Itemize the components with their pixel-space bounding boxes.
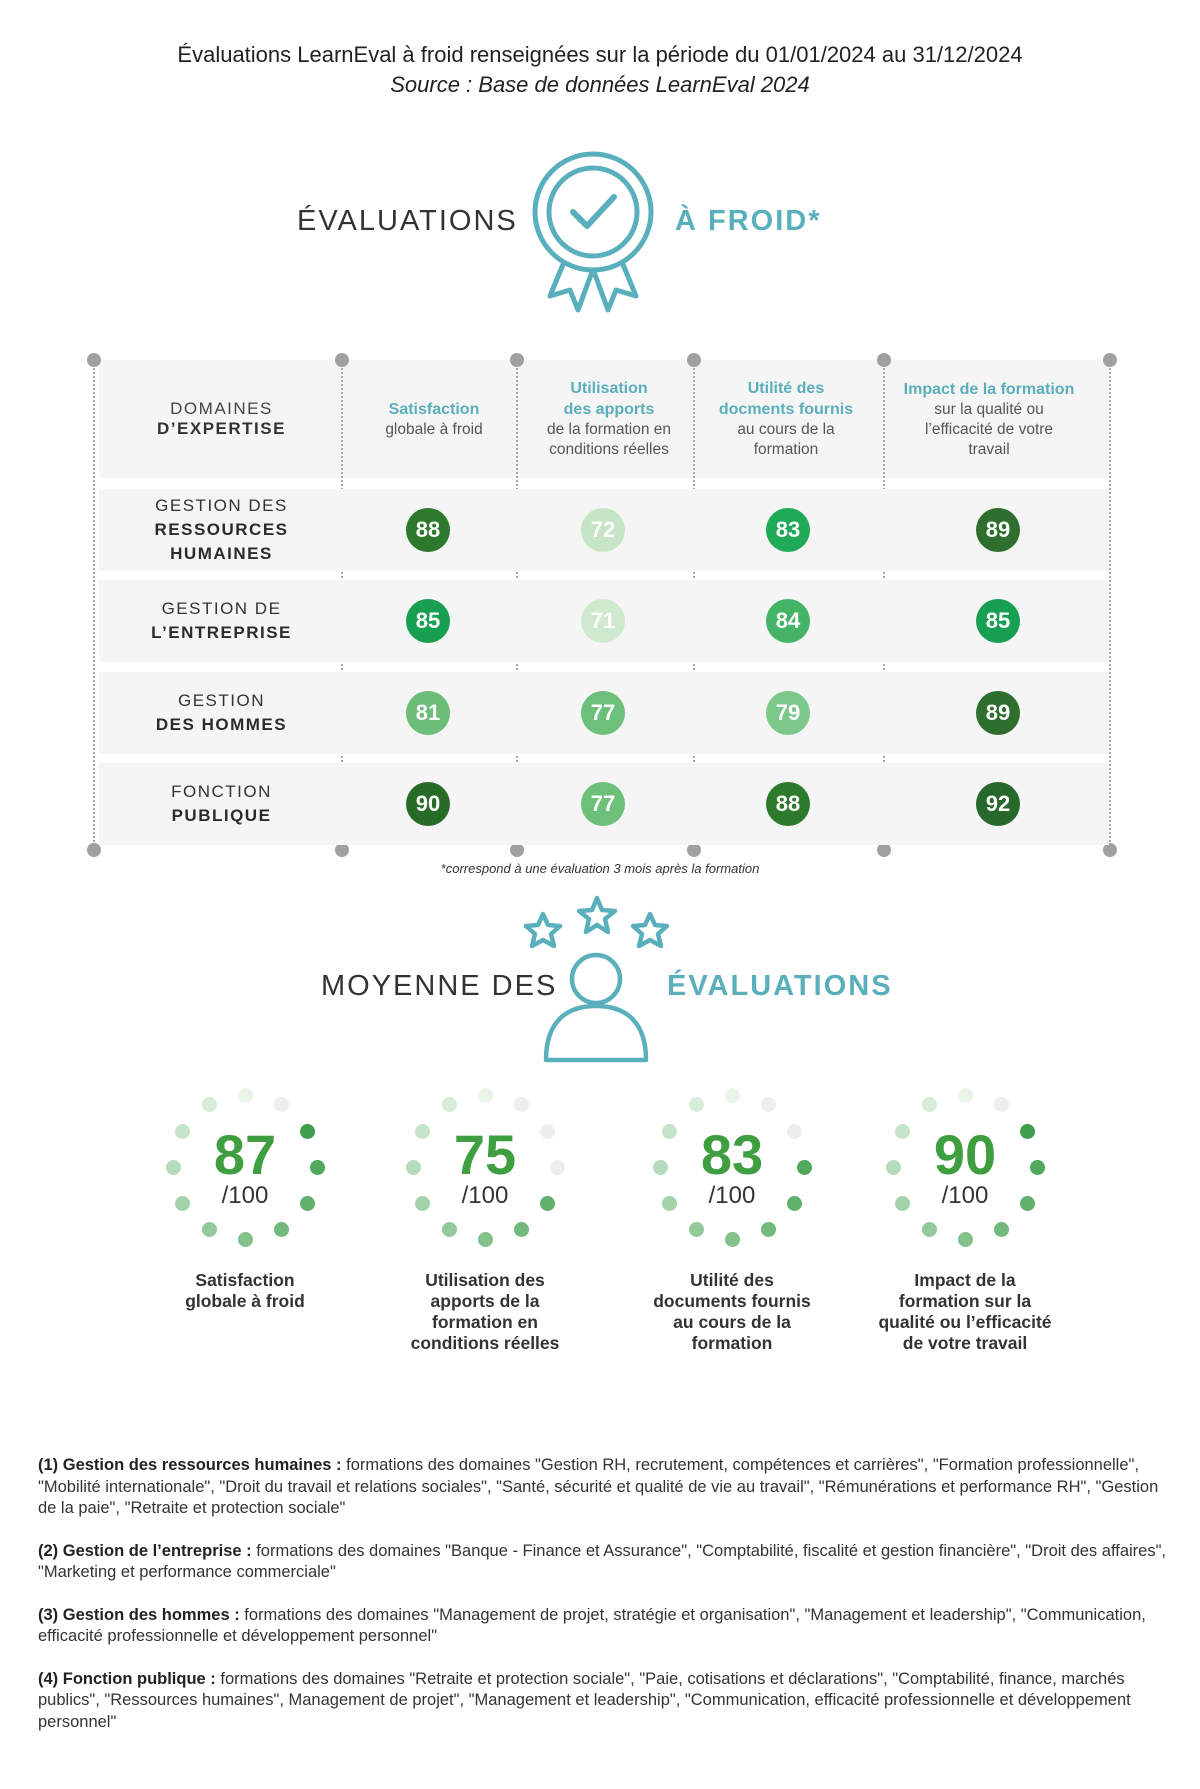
average-gauge — [880, 1082, 1050, 1252]
table-divider-dot — [687, 843, 701, 857]
average-label: Utilisation des apports de la formation en conditions réelles — [410, 1270, 560, 1353]
score-circle: 81 — [406, 691, 450, 735]
header-col-2 — [524, 360, 694, 478]
domain-note-text: formations des domaines "Management de projet, stratégie et organisation", "Management et leadership", "Communication, efficacité professionnelle et développement personnel" — [38, 1605, 1146, 1645]
table-divider-dot — [1103, 353, 1117, 367]
average-value: 87 — [213, 1123, 277, 1186]
gauge-dot — [922, 1222, 937, 1237]
average-label: Impact de la formation sur la qualité ou l’efficacité de votre travail — [878, 1270, 1052, 1353]
gauge-dot — [994, 1097, 1009, 1112]
section1-title-teal: À FROID* — [675, 205, 822, 237]
gauge-dot — [442, 1222, 457, 1237]
average-denominator: /100 — [221, 1182, 269, 1209]
domain-label — [99, 672, 344, 754]
score-circle: 92 — [976, 782, 1020, 826]
domain-label-line1: GESTION DE — [161, 599, 282, 618]
gauge-dot — [761, 1097, 776, 1112]
gauge-dot — [994, 1222, 1009, 1237]
gauge-dot — [202, 1097, 217, 1112]
domain-label — [99, 763, 344, 845]
domain-note-text: formations des domaines "Retraite et protection sociale", "Paie, cotisations et déclarations", "Comptabilité, finance, marchés publics", "Ressources humaines", Management de projet", "Management et leadership", "Communication, efficacité professionnelle et développement personnel" — [38, 1669, 1131, 1731]
domain-note-title: (2) Gestion de l’entreprise : — [38, 1541, 252, 1560]
gauge-dot — [514, 1222, 529, 1237]
average-denominator: /100 — [461, 1182, 509, 1209]
domain-note — [38, 1455, 1168, 1520]
average-label: Satisfaction globale à froid — [185, 1270, 305, 1311]
table-header-row — [99, 360, 1109, 478]
gauge-dot — [238, 1088, 253, 1103]
table-divider-dot — [877, 353, 891, 367]
section2-title-teal: ÉVALUATIONS — [667, 970, 893, 1002]
domain-note — [38, 1605, 1168, 1648]
award-badge-check-icon — [528, 150, 658, 320]
header-domain — [99, 360, 344, 478]
domain-label-line2: DES HOMMES — [155, 715, 288, 734]
header-col-2-sub: de la formation en conditions réelles — [546, 421, 672, 458]
table-row — [99, 580, 1109, 662]
score-circle: 90 — [406, 782, 450, 826]
domain-label-line1: FONCTION — [171, 782, 272, 801]
header-col-4 — [884, 360, 1094, 478]
domain-label — [99, 489, 344, 571]
score-circle: 79 — [766, 691, 810, 735]
score-circle: 89 — [976, 508, 1020, 552]
table-row — [99, 672, 1109, 754]
score-circle: 89 — [976, 691, 1020, 735]
header-col-3-sub: au cours de la formation — [737, 421, 835, 458]
domain-label-line2: RESSOURCES HUMAINES — [154, 520, 289, 563]
score-circle: 88 — [766, 782, 810, 826]
table-divider-dot — [335, 353, 349, 367]
score-circle: 77 — [581, 782, 625, 826]
average-denominator: /100 — [941, 1182, 989, 1209]
header-domain-line1: DOMAINES — [170, 399, 273, 418]
average-denominator: /100 — [708, 1182, 756, 1209]
table-divider-dot — [687, 353, 701, 367]
header-col-4-title: Impact de la formation — [903, 380, 1075, 398]
gauge-dot — [761, 1222, 776, 1237]
average-value: 75 — [453, 1123, 517, 1186]
score-circle: 83 — [766, 508, 810, 552]
gauge-dot — [478, 1232, 493, 1247]
gauge-dot — [514, 1097, 529, 1112]
domain-label-line2: PUBLIQUE — [171, 806, 272, 825]
domain-note-text: formations des domaines "Banque - Finance et Assurance", "Comptabilité, fiscalité et gestion financière", "Droit des affaires", "Marketing et performance commerciale" — [38, 1541, 1167, 1581]
domain-label-line2: L’ENTREPRISE — [151, 623, 292, 642]
table-divider-5 — [1109, 360, 1111, 850]
score-circle: 72 — [581, 508, 625, 552]
header — [0, 40, 1200, 100]
gauge-dot — [958, 1088, 973, 1103]
average-label: Utilité des documents fournis au cours de la formation — [653, 1270, 811, 1353]
scores-table — [93, 360, 1113, 850]
table-divider-dot — [510, 353, 524, 367]
table-divider-dot — [510, 843, 524, 857]
table-divider-dot — [335, 843, 349, 857]
table-divider-0 — [93, 360, 95, 850]
header-period: Évaluations LearnEval à froid renseignées sur la période du 01/01/2024 au 31/12/2024 — [177, 42, 1023, 67]
score-circle: 84 — [766, 599, 810, 643]
header-col-3-title: Utilité des docments fournis — [718, 380, 854, 418]
gauge-dot — [274, 1222, 289, 1237]
section2-title-dark: MOYENNE DES — [321, 970, 558, 1002]
gauge-dot — [725, 1232, 740, 1247]
average-gauge — [647, 1082, 817, 1252]
user-stars-icon — [524, 892, 669, 1067]
gauge-dot — [958, 1232, 973, 1247]
gauge-dot — [274, 1097, 289, 1112]
gauge-dot — [442, 1097, 457, 1112]
header-col-1-sub: globale à froid — [385, 420, 483, 438]
gauge-dot — [689, 1222, 704, 1237]
domain-note-text: formations des domaines "Gestion RH, recrutement, compétences et carrières", "Formation professionnelle", "Mobilité internationale", "Droit du travail et relations sociales", "Santé, sécurité et qualité de vie au travail", "Rémunérations et performance RH", "Gestion de la paie", "Retraite et protection sociale" — [38, 1456, 1159, 1517]
domain-label-line1: GESTION DES — [155, 496, 288, 515]
domain-note — [38, 1669, 1168, 1734]
table-row — [99, 763, 1109, 845]
score-circle: 77 — [581, 691, 625, 735]
domain-label-line1: GESTION — [177, 691, 265, 710]
gauge-dot — [725, 1088, 740, 1103]
header-col-3 — [701, 360, 871, 478]
table-divider-dot — [1103, 843, 1117, 857]
domain-label — [99, 580, 344, 662]
header-col-4-sub: sur la qualité ou l’efficacité de votre travail — [924, 400, 1054, 458]
score-circle: 85 — [406, 599, 450, 643]
domain-note-title: (4) Fonction publique : — [38, 1669, 216, 1688]
table-footnote: *correspond à une évaluation 3 mois après la formation — [440, 861, 760, 876]
average-value: 90 — [933, 1123, 997, 1186]
header-col-1 — [349, 360, 519, 478]
average-gauge — [160, 1082, 330, 1252]
domain-note-title: (1) Gestion des ressources humaines : — [38, 1456, 342, 1474]
section1-title-dark: ÉVALUATIONS — [297, 205, 518, 237]
domain-note — [38, 1541, 1168, 1584]
domain-notes — [38, 1455, 1168, 1754]
domain-note-title: (3) Gestion des hommes : — [38, 1605, 240, 1624]
table-divider-dot — [87, 353, 101, 367]
score-circle: 85 — [976, 599, 1020, 643]
score-circle: 71 — [581, 599, 625, 643]
score-circle: 88 — [406, 508, 450, 552]
gauge-dot — [238, 1232, 253, 1247]
gauge-dot — [689, 1097, 704, 1112]
average-gauge — [400, 1082, 570, 1252]
header-source: Source : Base de données LearnEval 2024 — [390, 72, 810, 97]
gauge-dot — [202, 1222, 217, 1237]
header-col-2-title: Utilisation des apports — [563, 380, 655, 418]
average-value: 83 — [700, 1123, 764, 1186]
table-row — [99, 489, 1109, 571]
table-divider-dot — [877, 843, 891, 857]
gauge-dot — [478, 1088, 493, 1103]
gauge-dot — [922, 1097, 937, 1112]
table-divider-dot — [87, 843, 101, 857]
header-domain-line2: D’EXPERTISE — [157, 419, 286, 438]
header-col-1-title: Satisfaction — [388, 400, 480, 418]
